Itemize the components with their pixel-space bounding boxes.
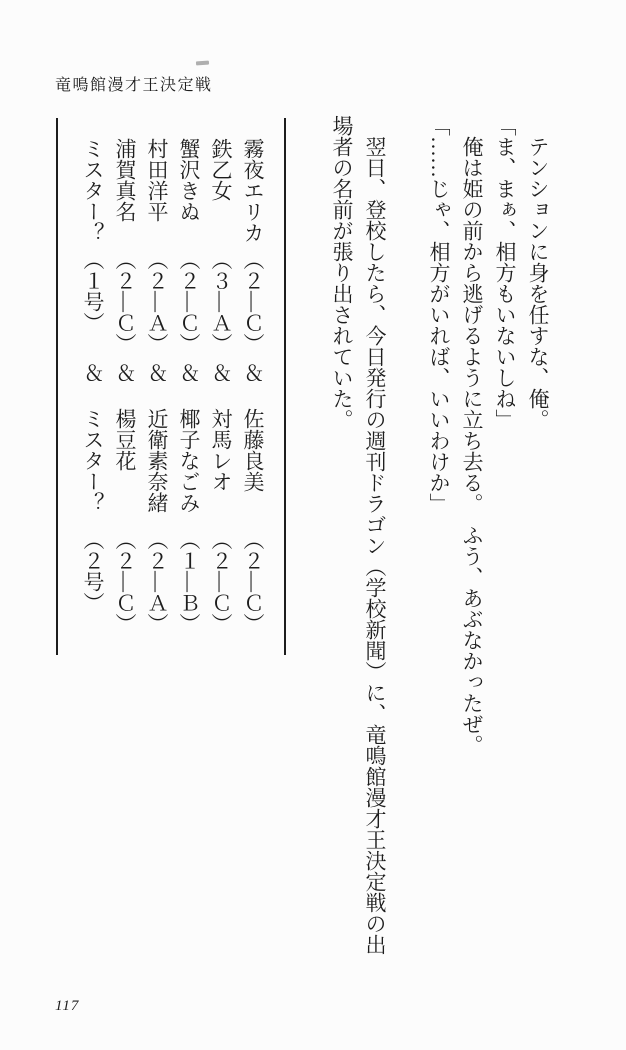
text-line: 「……じゃ、相方がいれば、いいわけか」 [427,115,451,514]
contestant-name: ミスター？ [81,408,105,513]
contestant-name: 鉄乙女 [209,138,233,201]
contestant-class: （２―Ｃ） [177,249,201,354]
text-line: テンションに身を任すな、俺。 [526,115,550,430]
roster-pair [176,118,202,655]
contestant-name: 浦賀真名 [113,138,137,222]
contestant-class: （２―Ｃ） [241,249,265,354]
contestant-class: （２号） [81,529,105,613]
ampersand: ＆ [209,362,233,383]
contestant-class: （２―Ｃ） [113,529,137,634]
ampersand: ＆ [145,362,169,383]
contestant-name: 霧夜エリカ [241,138,265,243]
text-line: 場者の名前が張り出されていた。 [330,115,354,430]
contestant-class: （３―Ａ） [209,249,233,354]
body-text [325,115,554,995]
ampersand: ＆ [241,362,265,383]
roster-pair [240,118,266,655]
contestant-name: 対馬レオ [209,408,233,492]
roster-pair [144,118,170,655]
text-line: 「ま、まぁ、相方もいないしね」 [493,115,517,430]
page-number: 117 [55,998,80,1014]
running-header: 竜鳴館漫才王決定戦 [55,77,213,94]
roster-pair [80,118,106,655]
roster-pair [208,118,234,655]
contestant-name: 蟹沢きぬ [177,138,201,222]
contestant-name: ミスター？ [81,138,105,243]
contestant-class: （１―Ｂ） [177,529,201,634]
text-line: 俺は姫の前から逃げるように立ち去る。 ふう、あぶなかったぜ。 [460,115,484,756]
text-line: 翌日、登校したら、今日発行の週刊ドラゴン（学校新聞）に、竜鳴館漫才王決定戦の出 [363,115,387,955]
contestant-class: （２―Ｃ） [241,529,265,634]
contestant-name: 近衛素奈緒 [145,408,169,513]
contestant-name: 楊豆花 [113,408,137,471]
roster-table [56,118,286,655]
contestant-class: （２―Ｃ） [209,529,233,634]
contestant-class: （２―Ａ） [145,529,169,634]
scan-artifact [196,61,209,66]
ampersand: ＆ [177,362,201,383]
roster-pair [112,118,138,655]
contestant-class: （１号） [81,249,105,333]
contestant-name: 椰子なごみ [177,408,201,513]
contestant-class: （２―Ａ） [145,249,169,354]
contestant-class: （２―Ｃ） [113,249,137,354]
ampersand: ＆ [113,362,137,383]
ampersand: ＆ [81,362,105,383]
contestant-name: 村田洋平 [145,138,169,222]
contestant-name: 佐藤良美 [241,408,265,492]
